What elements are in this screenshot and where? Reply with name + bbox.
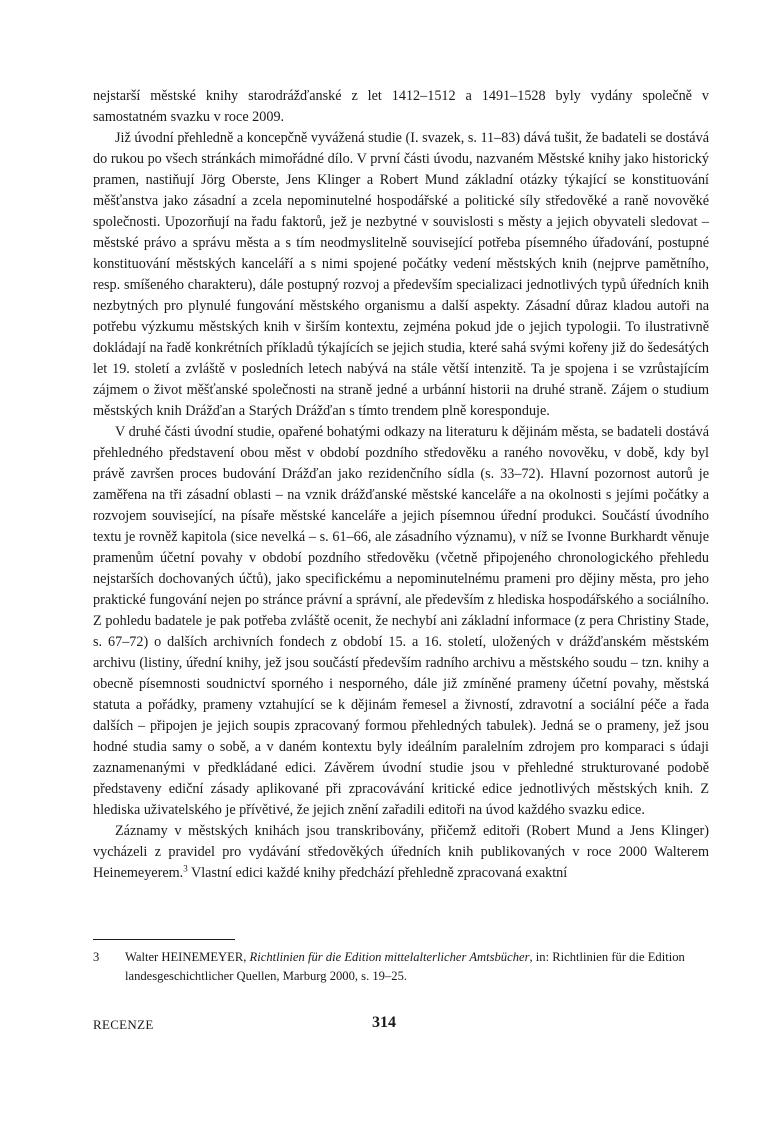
paragraph-4-text: Záznamy v městských knihách jsou transkribovány, přičemž editoři (Robert Mund a Jens Klinger) vycházeli z pravidel pro vydávání středověkých úředních knih publikovaných v roce 2000 Walterem Heinemeyerem. — [93, 823, 709, 881]
footnote-text — [125, 948, 709, 986]
footnote-reference: 3 — [183, 863, 188, 874]
footnote-author: Walter HEINEMEYER, — [125, 950, 250, 964]
footnote-citation: , in: Richtlinien für die Edition landesgeschichtlicher Quellen, Marburg 2000, s. 19–25. — [125, 950, 685, 983]
paragraph-1: nejstarší městské knihy starodrážďanské z let 1412–1512 a 1491–1528 byly vydány společně v samostatném svazku v roce 2009. — [93, 88, 709, 125]
footnote-number: 3 — [93, 950, 100, 964]
footnote-title: Richtlinien für die Edition mittelalterlicher Amtsbücher — [249, 950, 530, 964]
footnote-divider — [93, 939, 235, 940]
footnote — [93, 948, 709, 986]
paragraph-2: Již úvodní přehledně a koncepčně vyvážená studie (I. svazek, s. 11–83) dává tušit, že badateli se dostává do rukou po všech stránkách mimořádné dílo. V první části úvodu, nazvaném Městské knihy jako historický pramen, nastiňují Jörg Oberste, Jens Klinger a Robert Mund základní otázky týkající se konstituování měšťanstva jako zásadní a zcela nepominutelné hospodářské a politické síly středověké a raně novověké společnosti. Upozorňují na řadu faktorů, jež je nezbytné v souvislosti s městy a jejich obyvateli sledovat – městské právo a správu města a s tím neodmyslitelně související potřeba písemného úřadování, postupné konstituování městských kanceláří a s nimi spojené počátky vedení městských knih (nejprve pamětního, resp. smíšeného charakteru), dále postupný rozvoj a především specializaci jednotlivých typů úředních knih nezbytných pro plynulé fungování městského organismu a další aspekty. Zásadní důraz kladou autoři na potřebu výzkumu městských knih v širším kontextu, zejména pokud jde o jejich typologii. To ilustrativně dokládají na řadě konkrétních příkladů týkajících se jejich studia, které sahá svými kořeny již do šedesátých let 19. století a zvláště v posledních letech nabývá na stále větší intenzitě. Ta je spojena i se vzrůstajícím zájmem o život měšťanské společnosti na straně jedné a urbánní historii na druhé straně. Zájem o studium městských knih Drážďan a Starých Drážďan s tímto trendem plně koresponduje. — [93, 130, 709, 419]
paragraph-4 — [93, 821, 709, 884]
section-label: RECENZE — [93, 1017, 154, 1032]
main-text — [93, 86, 709, 884]
page-number: 314 — [372, 1014, 396, 1031]
paragraph-4-tail: Vlastní edici každé knihy předchází přehledně zpracovaná exaktní — [187, 865, 568, 881]
paragraph-3: V druhé části úvodní studie, opařené bohatými odkazy na literaturu k dějinám města, se badateli dostává přehledného představení obou měst v období pozdního středověku a raného novověku, v době, kdy byl právě završen proces budování Drážďan jako rezidenčního sídla (s. 33–72). Hlavní pozornost autorů je zaměřena na tři zásadní oblasti – na vznik drážďanské městské kanceláře a na okolnosti s jejími počátky a rozvojem související, na písaře městské kanceláře a jejich písemnou úřední produkci. Součástí úvodního textu je rovněž kapitola (sice nevelká – s. 61–66, ale zásadního významu), v níž se Ivonne Burkhardt věnuje pramenům účetní povahy v období pozdního středověku (včetně připojeného chronologického přehledu nejstarších dochovaných účtů), jako specifickému a nepominutelnému prameni pro dějiny města, pro jeho praktické fungování nejen po stránce právní a správní, ale především z hlediska hospodářského a sociálního. Z pohledu badatele je pak potřeba zvláště ocenit, že nechybí ani základní informace (z pera Christiny Stade, s. 67–72) o dalších archivních fondech z období 15. a 16. století, uložených v drážďanském městském archivu (listiny, úřední knihy, jež jsou součástí především radního archivu a městského soudu – tzn. knihy a obecně písemnosti soudnictví sporného i nesporného, dále již zmíněné prameny účetní povahy, městská statuta a pořádky, prameny vztahující se k dějinám řemesel a živností, zdravotní a sociální péče a řada dalších – připojen je jejich soupis zpracovaný formou přehledných tabulek). Jedná se o prameny, jež jsou hodné studia samy o sobě, a v daném kontextu byly ideálním paralelním zdrojem pro komparaci s údaji zaznamenanými v předkládané edici. Závěrem úvodní studie jsou v přehledné strukturované podobě představeny ediční zásady aplikované při zpracovávání kritické edice jednotlivých městských knih. Z hlediska uživatelského je přívětivé, že jejich znění zařadili editoři na úvod každého svazku edice. — [93, 424, 709, 818]
